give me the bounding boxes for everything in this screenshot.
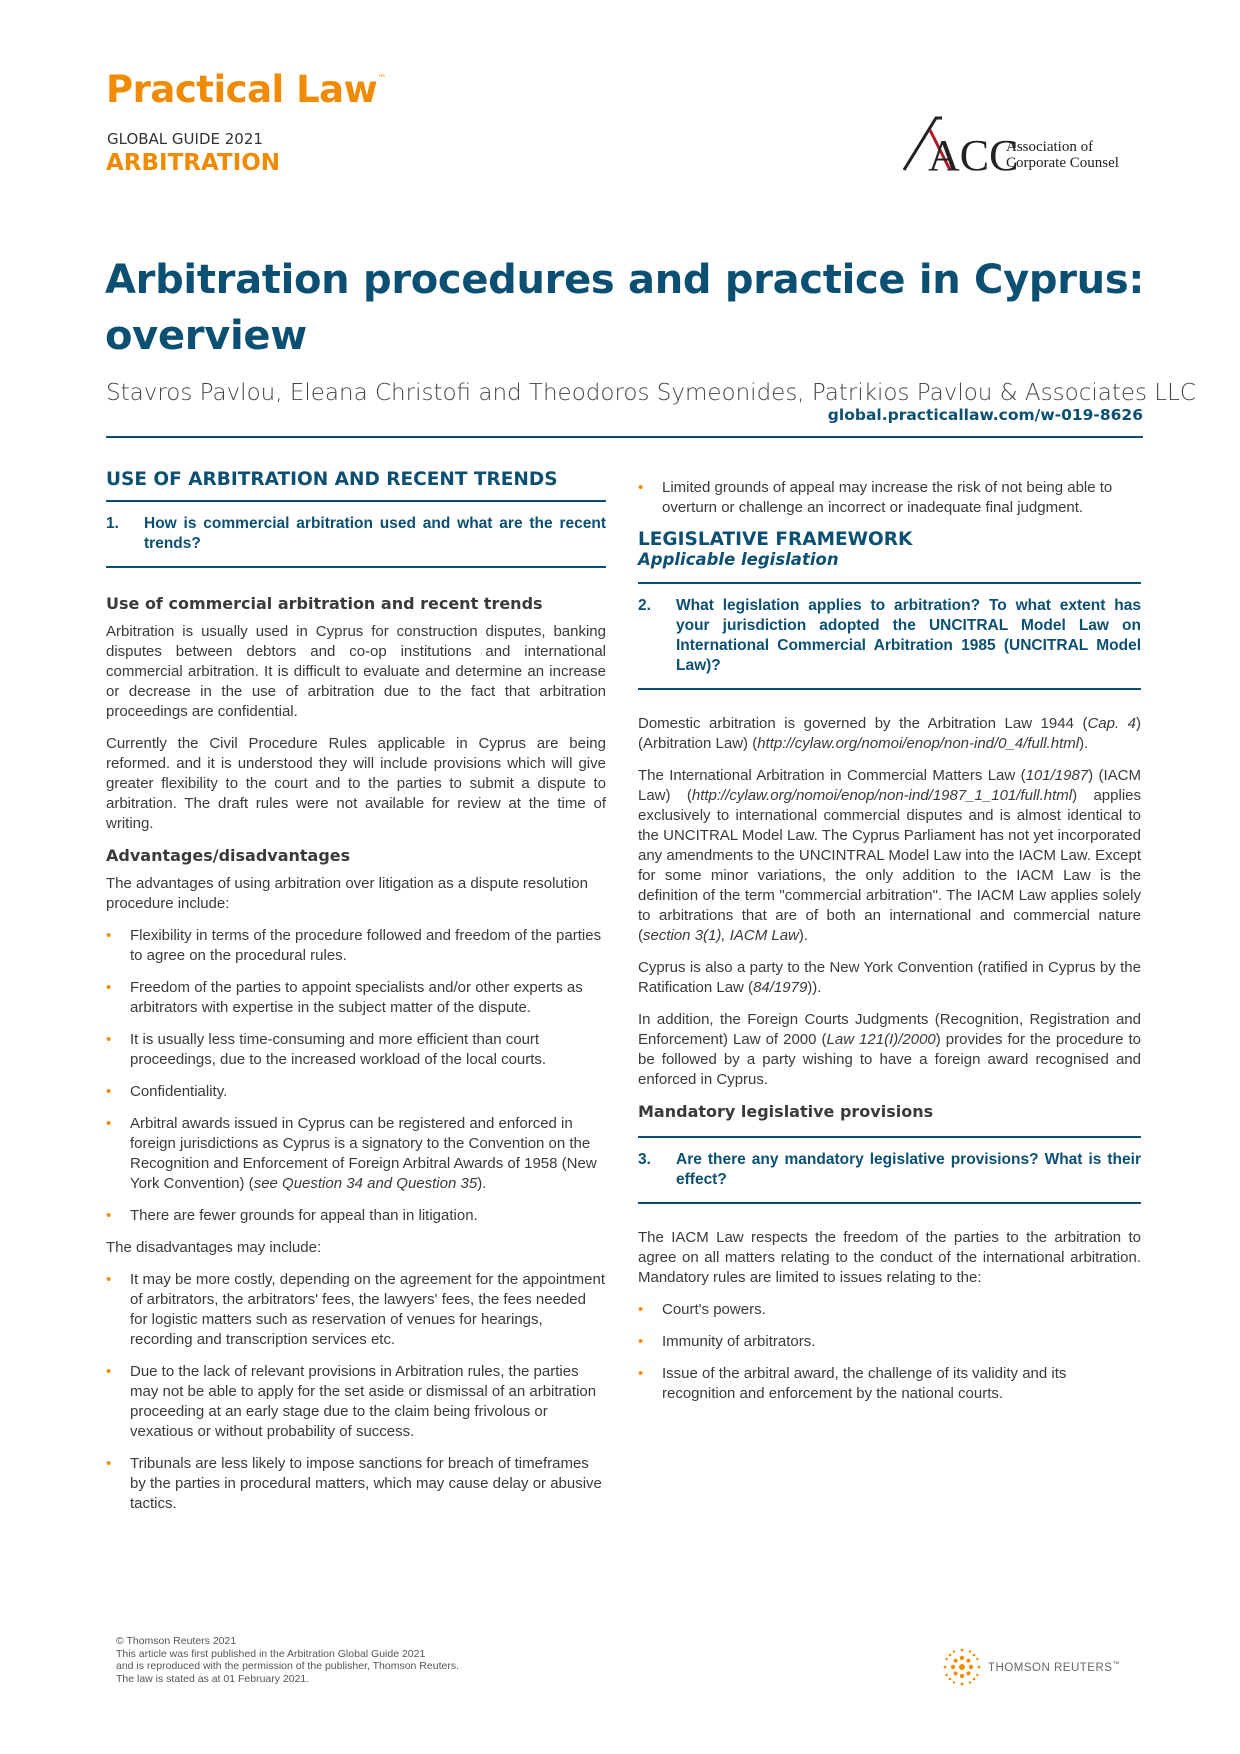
question-number: 3. <box>638 1151 651 1168</box>
footer-line: The law is stated as at 01 February 2021. <box>116 1672 310 1685</box>
footer-line: © Thomson Reuters 2021 <box>116 1635 237 1647</box>
thomson-reuters-dots-icon <box>942 1647 982 1687</box>
question-text: Are there any mandatory legislative provisions? What is their effect? <box>676 1151 1141 1188</box>
subheading-advantages: Advantages/disadvantages <box>106 846 351 865</box>
acc-name-line2: Corporate Counsel <box>1006 155 1119 171</box>
question-1 <box>106 502 606 566</box>
paragraph: Currently the Civil Procedure Rules applicable in Cyprus are being reformed. and it is understood they will include provisions which will give greater flexibility to the court and to the parties to submit a dispute to arbitration. The draft rules were not available for review at the time of writing. <box>106 735 606 832</box>
list-item: • Freedom of the parties to appoint specialists and/or other experts as arbitrators with expertise in the subject matter of the dispute. <box>106 978 606 1018</box>
paragraph: The disadvantages may include: <box>106 1239 322 1256</box>
tr-name: THOMSON REUTERS <box>988 1661 1113 1674</box>
left-column <box>106 470 606 1526</box>
advantages-list <box>106 926 606 1226</box>
subheading-mandatory: Mandatory legislative provisions <box>638 1102 934 1121</box>
list-item-text: ). <box>477 1175 487 1192</box>
paragraph <box>638 958 1141 998</box>
text-italic: 101/1987 <box>1025 767 1089 784</box>
mandatory-list <box>638 1300 1141 1404</box>
text-italic: Law 121(I)/2000 <box>826 1031 936 1048</box>
authors: Stavros Pavlou, Eleana Christofi and Theodoros Symeonides, Patrikios Pavlou & Associates LLC <box>106 380 1196 406</box>
text: The International Arbitration in Commercial Matters Law ( <box>638 767 1026 784</box>
text-italic: Cap. 4 <box>1087 715 1136 732</box>
paragraph: Arbitration is usually used in Cyprus for construction disputes, banking disputes between debtors and co-op institutions and international commercial arbitration. It is difficult to evaluate and determine an increase or decrease in the use of arbitration due to the fact that arbitration proceedings are confidential. <box>106 623 606 720</box>
text: In addition, the Foreign Courts Judgments (Recognition, Registration and Enforcement) Law of 2000 ( <box>638 1011 1141 1048</box>
practical-law-logo <box>106 68 386 111</box>
text: Domestic arbitration is governed by the Arbitration Law 1944 ( <box>638 715 1088 732</box>
topic-label: ARBITRATION <box>106 150 281 176</box>
text: ) applies exclusively to international commercial disputes and is almost identical to the UNCITRAL Model Law. The Cyprus Parliament has not yet incorporated any amendments to the UNCINTRAL Model Law into the IACM Law. Except for some minor variations, the only addition to the IACM Law is the definition of the term "commercial arbitration". The IACM Law applies solely to arbitrations that are of both an international and commercial nature ( <box>638 787 1142 944</box>
question-number: 1. <box>106 515 119 532</box>
question-3 <box>638 1138 1141 1202</box>
law-link[interactable]: http://cylaw.org/nomoi/enop/non-ind/0_4/full.html <box>757 735 1080 752</box>
question-number: 2. <box>638 597 651 614</box>
brand-text: Practical Law <box>106 68 378 111</box>
subheading-use: Use of commercial arbitration and recent trends <box>106 594 543 613</box>
text: )). <box>807 979 822 996</box>
paragraph <box>638 766 1141 946</box>
list-item: • It may be more costly, depending on the agreement for the appointment of arbitrators, the arbitrators' fees, the lawyers' fees, the fees needed for logistic matters such as reservation of venues for hearings, recording and transcription services etc. <box>106 1270 606 1350</box>
list-item-text: Arbitral awards issued in Cyprus can be registered and enforced in foreign jurisdictions as Cyprus is a signatory to the Convention on the Recognition and Enforcement of Foreign Arbitral Awards of 1958 (New York Convention) ( <box>130 1115 597 1192</box>
list-item: • Tribunals are less likely to impose sanctions for breach of timeframes by the parties in procedural matters, which may cause delay or abusive tactics. <box>106 1454 606 1514</box>
list-item: • Flexibility in terms of the procedure followed and freedom of the parties to agree on the procedural rules. <box>106 926 606 966</box>
text-italic: 84/1979 <box>753 979 808 996</box>
section-heading-legislative: LEGISLATIVE FRAMEWORK <box>638 529 913 550</box>
text: ) (Arbitration Law) ( <box>638 715 1141 752</box>
text: Cyprus is also a party to the New York Convention (ratified in Cyprus by the Ratification Law ( <box>638 959 1141 996</box>
question-text: How is commercial arbitration used and what are the recent trends? <box>144 515 606 552</box>
list-item: • Limited grounds of appeal may increase the risk of not being able to overturn or challenge an incorrect or inadequate final judgment. <box>638 478 1141 518</box>
text: ) (IACM Law) ( <box>638 767 1141 804</box>
disadvantages-list-continued <box>638 478 1141 518</box>
list-item: • Immunity of arbitrators. <box>638 1332 1141 1352</box>
right-column <box>638 478 1141 1416</box>
guide-label: GLOBAL GUIDE 2021 <box>107 130 263 148</box>
paragraph: The advantages of using arbitration over litigation as a dispute resolution procedure include: <box>106 875 588 912</box>
thomson-reuters-text <box>988 1661 1120 1674</box>
tr-trademark: ™ <box>1112 1660 1120 1668</box>
paragraph <box>638 1010 1141 1090</box>
text: ). <box>798 927 809 944</box>
question-divider <box>638 1202 1141 1204</box>
text: ). <box>1079 735 1089 752</box>
thomson-reuters-logo <box>942 1647 1120 1687</box>
paragraph: The IACM Law respects the freedom of the parties to the arbitration to agree on all matters relating to the conduct of the international arbitration. Mandatory rules are limited to issues relating to the: <box>638 1229 1141 1286</box>
list-item <box>106 1114 606 1194</box>
question-reference[interactable]: see Question 34 and Question 35 <box>253 1175 478 1192</box>
question-text: What legislation applies to arbitration? To what extent has your jurisdiction adopted the UNCITRAL Model Law on International Commercial Arbitration 1985 (UNCITRAL Model Law)? <box>676 597 1141 674</box>
article-url[interactable]: global.practicallaw.com/w-019-8626 <box>827 406 1143 424</box>
subsection-heading: Applicable legislation <box>638 550 839 569</box>
page-title: Arbitration procedures and practice in Cyprus: overview <box>105 257 1145 359</box>
copyright-footer <box>116 1635 459 1685</box>
list-item: • Due to the lack of relevant provisions in Arbitration rules, the parties may not be able to apply for the set aside or dismissal of an arbitration proceeding at an early stage due to the claim being frivolous or vexatious or without probability of success. <box>106 1362 606 1442</box>
text: ) provides for the procedure to be followed by a party wishing to have a foreign award recognised and enforced in Cyprus. <box>638 1031 1141 1088</box>
question-2 <box>638 584 1141 688</box>
list-item: • Court's powers. <box>638 1300 1141 1320</box>
list-item: • It is usually less time-consuming and more efficient than court proceedings, due to the increased workload of the local courts. <box>106 1030 606 1070</box>
acc-name-line1: Association of <box>1006 139 1094 155</box>
brand-trademark: ™ <box>377 74 386 84</box>
acc-logo <box>902 114 1142 178</box>
question-divider <box>106 566 606 568</box>
footer-line: and is reproduced with the permission of the publisher, Thomson Reuters. <box>116 1660 459 1672</box>
list-item: • There are fewer grounds for appeal than in litigation. <box>106 1206 606 1226</box>
list-item: • Confidentiality. <box>106 1082 606 1102</box>
header-divider <box>106 436 1143 438</box>
disadvantages-list <box>106 1270 606 1514</box>
list-item: • Issue of the arbitral award, the challenge of its validity and its recognition and enforcement by the national courts. <box>638 1364 1141 1404</box>
footer-line: This article was first published in the Arbitration Global Guide 2021 <box>116 1647 426 1660</box>
paragraph <box>638 714 1141 754</box>
section-heading-use: USE OF ARBITRATION AND RECENT TRENDS <box>106 469 558 490</box>
law-link[interactable]: http://cylaw.org/nomoi/enop/non-ind/1987_1_101/full.html <box>691 787 1073 804</box>
acc-letters: ACC <box>928 131 1019 180</box>
text-italic: section 3(1), IACM Law <box>643 927 799 944</box>
question-divider <box>638 688 1141 690</box>
